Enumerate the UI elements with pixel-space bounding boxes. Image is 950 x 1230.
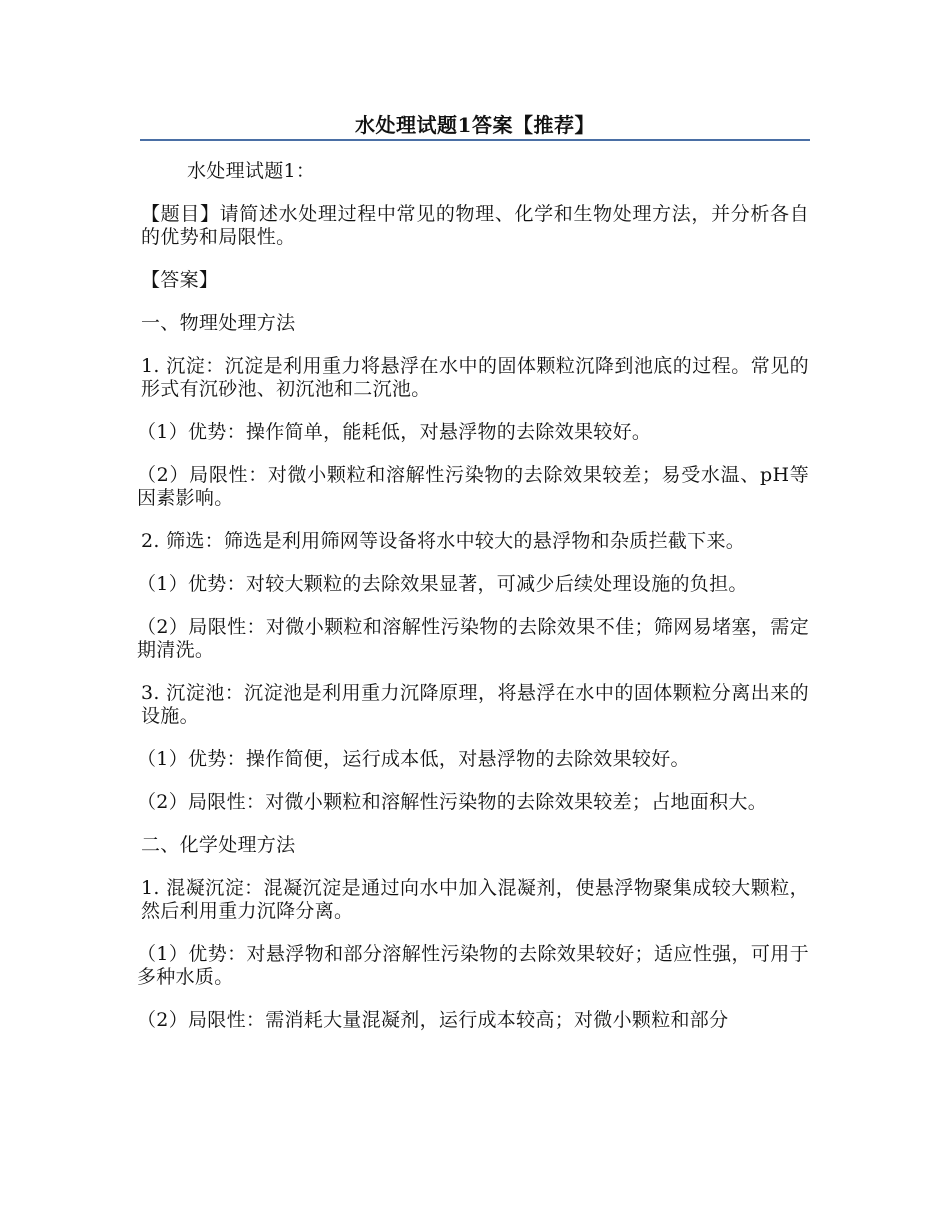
item-sedimentation-advantage: （1）优势：操作简单，能耗低，对悬浮物的去除效果较好。 — [137, 421, 652, 443]
item-coagulation-advantage: （1）优势：对悬浮物和部分溶解性污染物的去除效果较好；适应性强，可用于多种水质。 — [137, 943, 809, 988]
item-screening-advantage: （1）优势：对较大颗粒的去除效果显著，可减少后续处理设施的负担。 — [137, 573, 748, 595]
document-title: 水处理试题1答案【推荐】 — [355, 113, 595, 137]
section-heading-physical: 一、物理处理方法 — [141, 312, 296, 334]
document-body — [137, 160, 809, 1052]
item-settling-tank-limitation: （2）局限性：对微小颗粒和溶解性污染物的去除效果较差；占地面积大。 — [137, 791, 767, 813]
answer-label: 【答案】 — [141, 269, 219, 291]
question-paragraph: 【题目】请简述水处理过程中常见的物理、化学和生物处理方法，并分析各自的优势和局限性。 — [141, 203, 809, 248]
item-coagulation-limitation: （2）局限性：需消耗大量混凝剂，运行成本较高；对微小颗粒和部分 — [137, 1009, 729, 1031]
title-underline — [140, 139, 810, 141]
item-coagulation: 1. 混凝沉淀：混凝沉淀是通过向水中加入混凝剂，使悬浮物聚集成较大颗粒，然后利用重力沉降分离。 — [141, 877, 809, 922]
item-settling-tank-advantage: （1）优势：操作简便，运行成本低，对悬浮物的去除效果较好。 — [137, 748, 690, 770]
item-sedimentation: 1. 沉淀：沉淀是利用重力将悬浮在水中的固体颗粒沉降到池底的过程。常见的形式有沉砂池、初沉池和二沉池。 — [141, 355, 809, 400]
item-settling-tank: 3. 沉淀池：沉淀池是利用重力沉降原理，将悬浮在水中的固体颗粒分离出来的设施。 — [141, 682, 809, 727]
item-screening-limitation: （2）局限性：对微小颗粒和溶解性污染物的去除效果不佳；筛网易堵塞，需定期清洗。 — [137, 616, 809, 661]
section-heading-chemical: 二、化学处理方法 — [141, 834, 296, 856]
item-screening: 2. 筛选：筛选是利用筛网等设备将水中较大的悬浮物和杂质拦截下来。 — [141, 530, 746, 552]
intro-heading: 水处理试题1： — [187, 160, 316, 182]
item-sedimentation-limitation: （2）局限性：对微小颗粒和溶解性污染物的去除效果较差；易受水温、pH等因素影响。 — [137, 464, 809, 509]
